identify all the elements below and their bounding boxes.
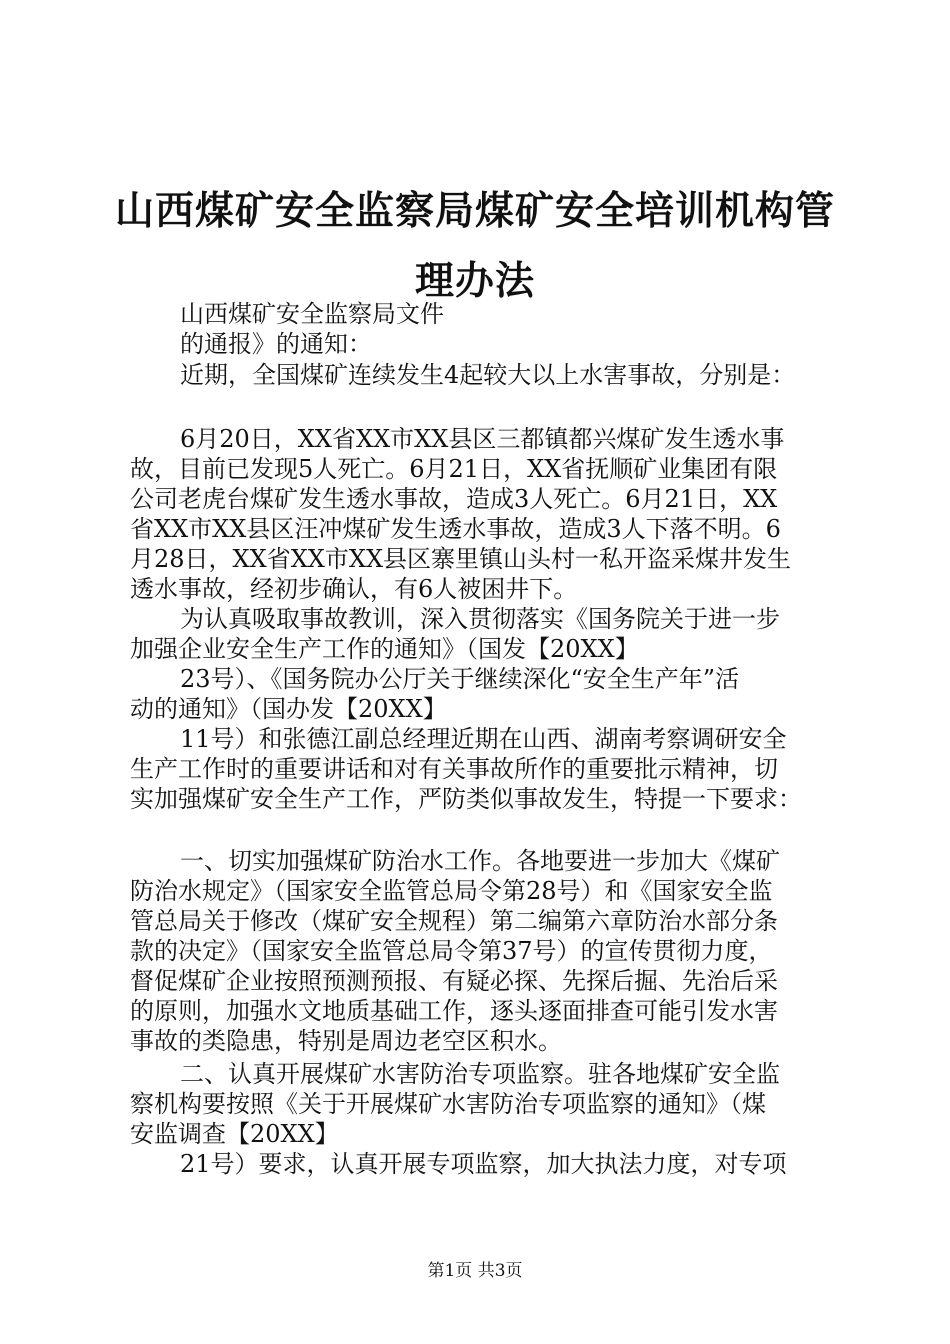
- text-line: 动的通知》（国办发【20XX】: [130, 695, 447, 723]
- text-line: 生产工作时的重要讲话和对有关事故所作的重要批示精神，切: [130, 755, 778, 783]
- text-line: 近期，全国煤矿连续发生4起较大以上水害事故，分别是：: [180, 361, 796, 389]
- text-line: 山西煤矿安全监察局文件: [180, 300, 444, 328]
- text-line: 管总局关于修改（煤矿安全规程）第二编第六章防治水部分条: [130, 907, 778, 935]
- text-line: 加强企业安全生产工作的通知》（国发【20XX】: [130, 635, 639, 663]
- document-title: 山西煤矿安全监察局煤矿安全培训机构管理办法: [114, 188, 835, 304]
- text-line: 督促煤矿企业按照预测预报、有疑必探、先探后掘、先治后采: [130, 967, 778, 995]
- text-line: 防治水规定》（国家安全监管总局令第28号）和《国家安全监: [130, 877, 773, 905]
- text-line: 实加强煤矿安全生产工作，严防类似事故发生，特提一下要求：: [130, 785, 802, 813]
- text-line: 23号）、《国务院办公厅关于继续深化“安全生产年”活: [180, 665, 740, 693]
- text-line: 6月20日，XX省XX市XX县区三都镇都兴煤矿发生透水事: [180, 425, 785, 453]
- text-line: 公司老虎台煤矿发生透水事故，造成3人死亡。6月21日，XX: [130, 485, 778, 513]
- page-number-footer: 第1页 共3页: [427, 1261, 523, 1281]
- text-line: 11号）和张德江副总经理近期在山西、湖南考察调研安全: [180, 725, 787, 753]
- text-line: 月28日，XX省XX市XX县区寨里镇山头村一私开盗采煤井发生: [130, 545, 792, 573]
- text-line: 一、切实加强煤矿防治水工作。各地要进一步加大《煤矿: [180, 847, 780, 875]
- text-line: 二、认真开展煤矿水害防治专项监察。驻各地煤矿安全监: [180, 1060, 780, 1088]
- text-line: 21号）要求，认真开展专项监察，加大执法力度，对专项: [180, 1150, 787, 1178]
- text-line: 的原则，加强水文地质基础工作，逐头逐面排查可能引发水害: [130, 997, 778, 1025]
- text-line: 款的决定》（国家安全监管总局令第37号）的宣传贯彻力度，: [130, 937, 773, 965]
- text-line: 透水事故，经初步确认，有6人被困井下。: [130, 575, 578, 603]
- text-line: 故，目前已发现5人死亡。6月21日，XX省抚顺矿业集团有限: [130, 455, 778, 483]
- text-line: 的通报》的通知：: [180, 330, 372, 358]
- text-line: 事故的类隐患，特别是周边老空区积水。: [130, 1027, 562, 1055]
- text-line: 为认真吸取事故教训，深入贯彻落实《国务院关于进一步: [180, 605, 780, 633]
- text-line: 安监调查【20XX】: [130, 1120, 339, 1148]
- text-line: 察机构要按照《关于开展煤矿水害防治专项监察的通知》（煤: [130, 1090, 766, 1118]
- text-line: 省XX市XX县区汪冲煤矿发生透水事故，造成3人下落不明。6: [130, 515, 781, 543]
